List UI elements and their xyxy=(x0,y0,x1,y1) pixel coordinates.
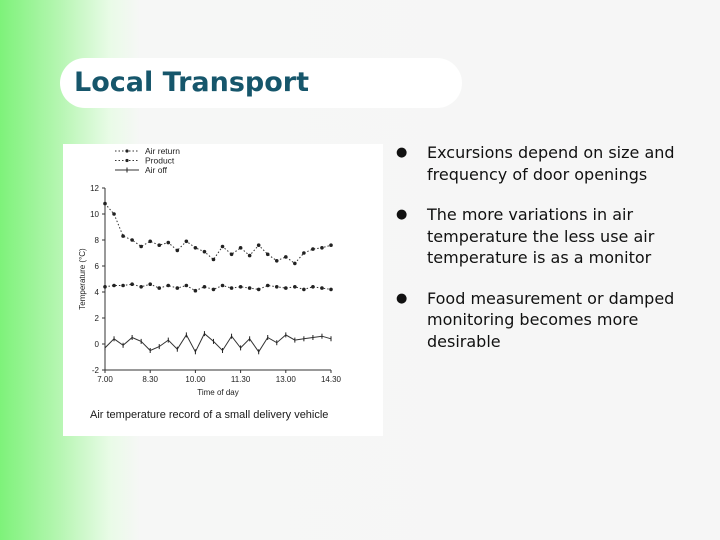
bullet-list xyxy=(396,142,716,352)
bullet-text: The more variations in air temperature the less use air temperature is as a monitor xyxy=(427,205,655,267)
series-point xyxy=(329,243,333,247)
series-point xyxy=(239,285,243,289)
legend-marker xyxy=(125,149,128,152)
series-point xyxy=(176,286,180,290)
series-point xyxy=(293,285,297,289)
y-tick-label: 12 xyxy=(90,184,99,193)
series-point xyxy=(157,243,161,247)
series-point xyxy=(302,288,306,292)
series-point xyxy=(203,285,207,289)
series-point xyxy=(176,249,180,253)
x-tick-label: 8.30 xyxy=(142,375,158,384)
x-axis-label: Time of day xyxy=(197,388,239,397)
x-tick-label: 13.00 xyxy=(275,375,296,384)
series-point xyxy=(139,245,143,249)
series-point xyxy=(284,255,288,259)
series-point xyxy=(103,202,107,206)
series-point xyxy=(166,241,170,245)
series-point xyxy=(112,284,116,288)
series-point xyxy=(148,240,152,244)
series-point xyxy=(121,234,125,238)
series-point xyxy=(148,282,152,286)
x-tick-label: 10.00 xyxy=(185,375,206,384)
legend-label: Product xyxy=(145,155,175,166)
y-tick-label: -2 xyxy=(91,366,99,375)
series-line-2 xyxy=(105,334,331,352)
series-point xyxy=(284,286,288,290)
series-point xyxy=(257,288,261,292)
legend-marker xyxy=(125,159,128,162)
series-point xyxy=(194,246,198,250)
bullet-text: Food measurement or damped monitoring becomes more desirable xyxy=(427,288,675,351)
bullet-dot-icon: ● xyxy=(396,145,408,160)
bullet-text: Excursions depend on size and frequency of door openings xyxy=(427,143,675,184)
slide-title: Local Transport xyxy=(74,67,310,98)
series-point xyxy=(221,245,225,249)
series-point xyxy=(194,289,198,293)
series-point xyxy=(302,251,306,255)
series-point xyxy=(185,240,189,244)
series-point xyxy=(311,247,315,251)
series-point xyxy=(275,259,279,263)
x-tick-label: 14.30 xyxy=(320,375,342,384)
series-point xyxy=(212,258,216,262)
y-tick-label: 10 xyxy=(90,210,99,219)
y-tick-label: 0 xyxy=(94,340,99,349)
bullet-item xyxy=(396,142,716,185)
series-point xyxy=(121,284,125,288)
series-point xyxy=(266,253,270,257)
series-point xyxy=(266,284,270,288)
y-tick-label: 6 xyxy=(94,262,99,271)
series-point xyxy=(248,286,252,290)
x-tick-label: 11.30 xyxy=(230,375,251,384)
series-point xyxy=(230,253,234,257)
title-bar xyxy=(60,58,462,108)
series-point xyxy=(157,286,161,290)
series-point xyxy=(329,288,333,292)
chart-figure xyxy=(63,144,383,436)
bullet-item xyxy=(396,204,716,269)
legend-label: Air return xyxy=(145,146,180,156)
figure-caption: Air temperature record of a small delivery vehicle xyxy=(90,409,329,421)
series-point xyxy=(112,212,116,216)
series-point xyxy=(293,262,297,266)
x-tick-label: 7.00 xyxy=(97,375,113,384)
y-tick-label: 4 xyxy=(94,288,99,297)
series-point xyxy=(166,284,170,288)
bullet-dot-icon: ● xyxy=(396,290,408,306)
temperature-chart xyxy=(63,144,383,404)
bullet-dot-icon: ● xyxy=(396,207,408,222)
series-point xyxy=(130,282,134,286)
series-point xyxy=(320,286,324,290)
series-point xyxy=(230,286,234,290)
series-line-0 xyxy=(105,204,331,264)
bullet-item xyxy=(396,288,716,353)
series-point xyxy=(103,285,107,289)
series-point xyxy=(203,250,207,254)
series-point xyxy=(239,246,243,250)
series-point xyxy=(139,285,143,289)
series-point xyxy=(257,243,261,247)
series-point xyxy=(221,284,225,288)
series-point xyxy=(212,288,216,292)
legend-label: Air off xyxy=(145,165,168,175)
series-point xyxy=(130,238,134,242)
y-tick-label: 8 xyxy=(94,236,99,245)
y-axis-label: Temperature (°C) xyxy=(78,248,87,310)
y-tick-label: 2 xyxy=(94,314,99,323)
series-line-1 xyxy=(105,284,331,291)
series-point xyxy=(275,285,279,289)
series-point xyxy=(311,285,315,289)
series-point xyxy=(185,284,189,288)
series-point xyxy=(320,246,324,250)
series-point xyxy=(248,254,252,258)
